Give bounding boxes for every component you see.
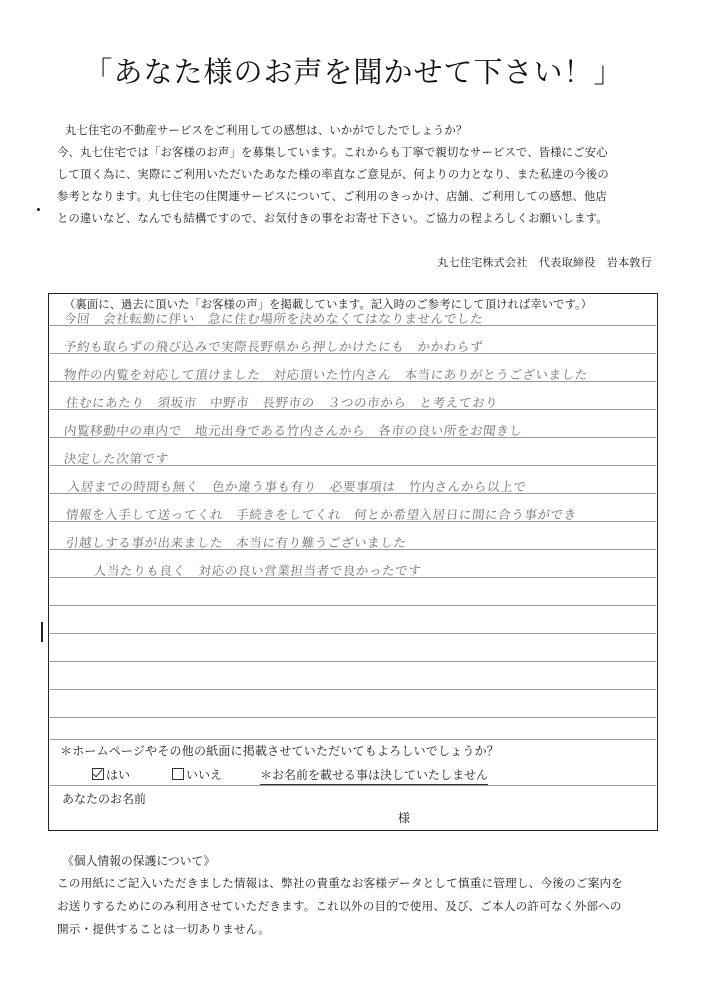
privacy-line: お送りするためにのみ利用させていただきます。これ以外の目的で使用、及び、ご本人の許可なく外部への — [57, 899, 622, 913]
scan-mark — [41, 622, 43, 642]
ruled-line — [50, 689, 656, 690]
ruled-line — [50, 661, 656, 662]
intro-text — [57, 120, 657, 230]
handwritten-line: 決定した次第です — [63, 451, 170, 466]
checkbox-checked-icon[interactable] — [92, 768, 104, 780]
intro-line: 今、丸七住宅では「お客様のお声」を募集しています。これからも丁寧で親切なサービスで、皆様にご安心 — [57, 146, 608, 159]
handwritten-line: 内覧移動中の車内で 地元出身である竹内さんから 各市の良い所をお聞きし — [63, 423, 524, 438]
page-title: 「あなた様のお声を聞かせて下さい！」 — [83, 55, 624, 89]
name-honorific: 様 — [398, 811, 411, 825]
privacy-line: この用紙にご記入いただきました情報は、弊社の貴重なお客様データとして慎重に管理し、今後のご案内を — [57, 876, 624, 890]
consent-no-label: いいえ — [186, 768, 223, 782]
consent-question: ＊ホームページやその他の紙面に掲載させていただいてもよろしいでしょうか？ — [60, 744, 499, 758]
handwritten-line: 入居までの時間も無く 色か違う事も有り 必要事項は 竹内さんから以上で — [67, 479, 528, 494]
intro-line: 丸七住宅の不動産サービスをご利用しての感想は、いかがでしたでしょうか？ — [65, 124, 468, 137]
handwritten-line: 人当たりも良く 対応の良い営業担当者で良かったです — [93, 563, 423, 578]
checkbox-icon[interactable] — [172, 768, 184, 780]
company-signature: 丸七住宅株式会社 代表取締役 岩本敦行 — [437, 256, 652, 269]
handwritten-line: 情報を入手して送ってくれ 手続きをしてくれ 何とか希望入居日に間に合う事ができ — [65, 507, 578, 522]
consent-options — [92, 766, 592, 784]
name-privacy-note: ＊お名前を載せる事は決していたしません — [260, 766, 488, 785]
handwritten-line: 住むにあたり 須坂市 中野市 長野市の ３つの市から と考えており — [65, 395, 500, 410]
privacy-title: 《個人情報の保護について》 — [62, 854, 216, 868]
handwritten-line: 今回 会社転勤に伴い 急に住む場所を決めなくてはなりませんでした — [63, 311, 484, 326]
intro-line: して頂く為に、実際にご利用いただいたあなた様の率直なご意見が、何よりの力となり、また私達の今後の — [57, 168, 609, 181]
consent-yes-option[interactable] — [92, 766, 130, 783]
ruled-line — [50, 739, 656, 740]
privacy-line: 開示・提供することは一切ありません。 — [57, 922, 270, 936]
intro-line: との違いなど、なんでも結構ですので、お気付きの事をお寄せ下さい。ご協力の程よろしくお願いします。 — [57, 212, 608, 225]
divider — [50, 785, 656, 786]
consent-no-option[interactable] — [172, 766, 222, 783]
scan-speck — [37, 208, 40, 211]
handwritten-line: 引越しする事が出来ました 本当に有り難うございました — [65, 535, 408, 550]
intro-line: 参考となります。丸七住宅の住関連サービスについて、ご利用のきっかけ、店舗、ご利用しての感想、他店 — [57, 190, 608, 203]
ruled-line — [50, 633, 656, 634]
consent-yes-label: はい — [106, 768, 131, 782]
reference-note: （裏面に、過去に頂いた「お客様の声」を掲載しています。記入時のご参考にして頂ければ幸いです。） — [64, 298, 593, 311]
handwritten-line: 予約も取らずの飛び込みで実際長野県から押しかけたにも かかわらず — [63, 339, 484, 354]
feedback-writing-area[interactable] — [50, 305, 656, 739]
handwritten-line: 物件の内覧を対応して頂けました 対応頂いた竹内さん 本当にありがとうございました — [63, 367, 589, 382]
privacy-text — [57, 872, 667, 941]
ruled-line — [50, 605, 656, 606]
name-field-label: あなたのお名前 — [62, 792, 147, 806]
ruled-line — [50, 717, 656, 718]
